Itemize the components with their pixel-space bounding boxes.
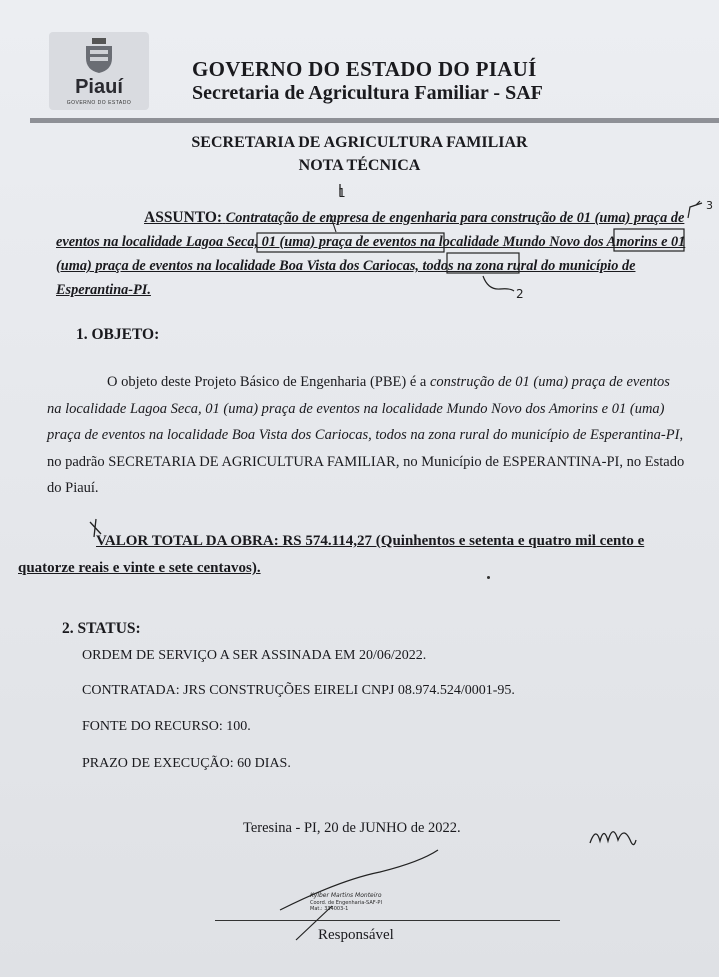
state-logo — [49, 32, 149, 110]
signatory-label: Responsável — [318, 927, 394, 943]
header-title: GOVERNO DO ESTADO DO PIAUÍ — [192, 57, 537, 81]
stamp-name: Kylber Martins Monteiro — [310, 892, 382, 899]
objeto-text-end: , no padrão SECRETARIA DE AGRICULTURA FAMILIAR, no Município de ESPERANTINA-PI, no Estado do Piauí. — [47, 427, 685, 496]
paper-speck — [487, 576, 490, 579]
logo-subtext: GOVERNO DO ESTADO — [66, 100, 132, 106]
objeto-paragraph — [47, 369, 687, 502]
handwritten-initials — [590, 832, 636, 845]
status-item-prazo: PRAZO DE EXECUÇÃO: 60 DIAS. — [82, 756, 291, 771]
arrow-head-3 — [696, 201, 700, 205]
coat-of-arms-icon — [82, 38, 116, 74]
section-objeto-heading: 1. OBJETO: — [76, 326, 160, 343]
stamp-role: Coord. de Engenharia-SAF-PI — [310, 899, 382, 906]
subject-label: ASSUNTO: — [144, 209, 223, 226]
arrow-to-mark-3 — [688, 203, 702, 218]
signature-line — [215, 920, 560, 921]
place-date: Teresina - PI, 20 de JUNHO de 2022. — [243, 820, 461, 836]
handwritten-label-3: 3 — [706, 199, 713, 212]
subject-text: Contratação de empresa de engenharia para construção de 01 (uma) praça de eventos na localidade Lagoa Seca, 01 (uma) praça de eventos na localidade Mundo Novo dos Amorins e 01 (uma) praça de eventos na localidade Boa Vista dos Cariocas, todos na zona rural do município de Esperantina-PI. — [56, 210, 686, 298]
document-type: NOTA TÉCNICA — [298, 157, 421, 174]
status-item-fonte: FONTE DO RECURSO: 100. — [82, 719, 251, 734]
status-item-contratada: CONTRATADA: JRS CONSTRUÇÕES EIRELI CNPJ 08.974.524/0001-95. — [82, 683, 515, 698]
stamp-id: Mat.: 334003-1 — [310, 906, 349, 912]
section-status-heading: 2. STATUS: — [62, 620, 141, 637]
handwritten-label-1: 1 — [338, 186, 346, 200]
signature-stamp — [310, 893, 382, 913]
handwritten-label-2: 2 — [516, 287, 524, 301]
document-department: SECRETARIA DE AGRICULTURA FAMILIAR — [191, 134, 528, 151]
logo-wordmark: Piauí — [75, 76, 123, 98]
subject-block — [56, 206, 686, 302]
header-divider — [30, 118, 719, 123]
valor-total: VALOR TOTAL DA OBRA: RS 574.114,27 (Quinhentos e setenta e quatro mil cento e quatorze reais e vinte e sete centavos). — [18, 533, 645, 576]
header-subtitle: Secretaria de Agricultura Familiar - SAF — [192, 82, 543, 104]
objeto-text-start: O objeto deste Projeto Básico de Engenharia (PBE) é a — [107, 374, 430, 390]
objeto-text-emphasis: construção de 01 (uma) praça de eventos na localidade Lagoa Seca, 01 (uma) praça de eventos na localidade Mundo Novo dos Amorins e 01 (uma) praça de eventos na localidade Boa Vista dos Cariocas, todos na zona rural do município de Esperantina-PI — [47, 374, 680, 443]
status-item-ordem: ORDEM DE SERVIÇO A SER ASSINADA EM 20/06/2022. — [82, 648, 427, 663]
